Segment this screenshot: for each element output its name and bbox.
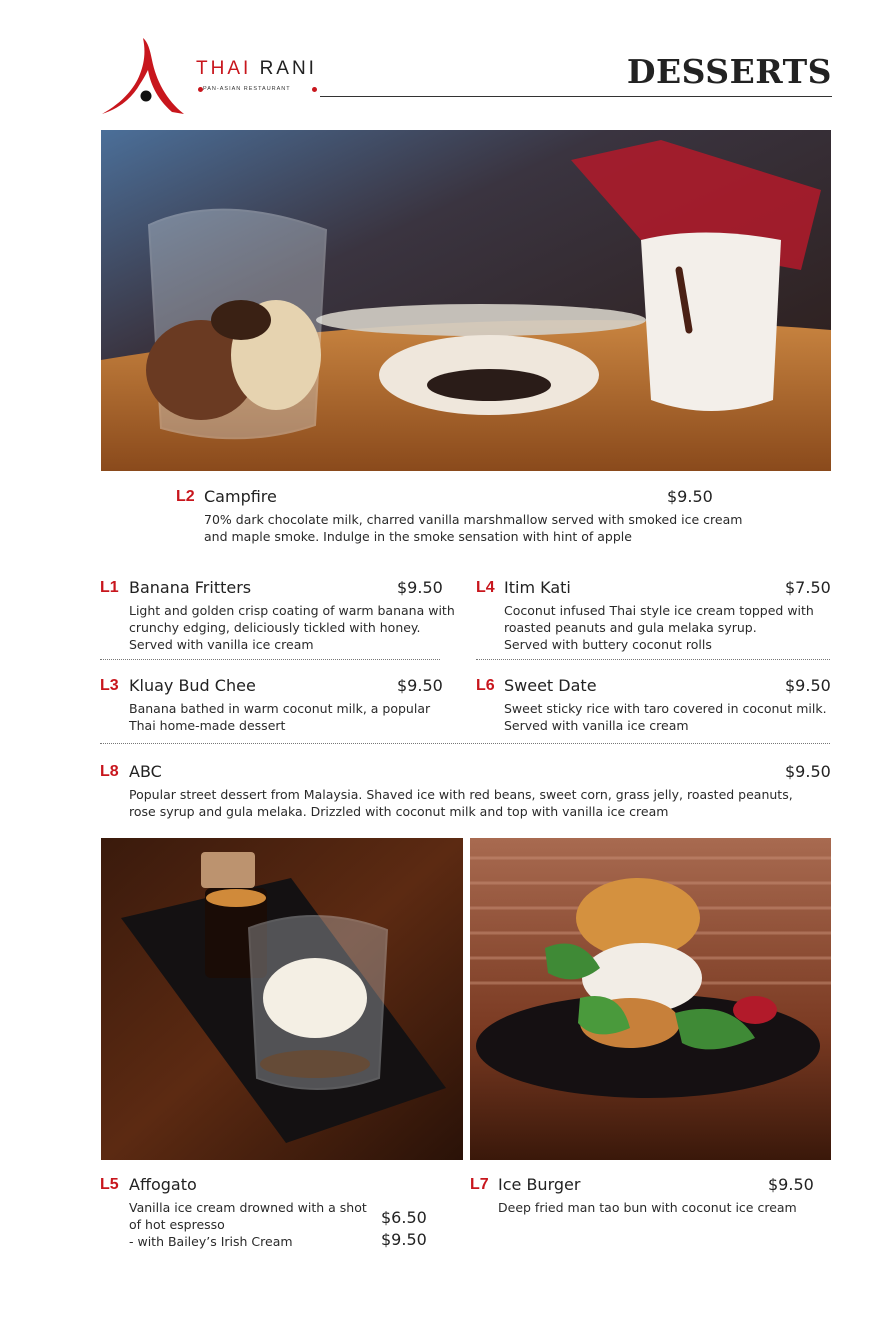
item-price-itim-kati: $7.50 [785, 578, 831, 597]
page-title: DESSERTS [626, 52, 832, 91]
item-desc-ice-burger: Deep fried man tao bun with coconut ice cream [498, 1200, 797, 1215]
item-price-affogato-baileys: $9.50 [381, 1230, 427, 1249]
item-code-l4: L4 [476, 579, 495, 596]
item-price-campfire: $9.50 [667, 487, 713, 506]
item-name-banana-fritters: Banana Fritters [129, 578, 252, 597]
ice-burger-photo [470, 838, 831, 1160]
item-code-l8: L8 [100, 763, 119, 780]
campfire-photo [101, 130, 831, 471]
item-name-itim-kati: Itim Kati [504, 578, 571, 597]
item-desc-kluay-bud-chee: Banana bathed in warm coconut milk, a popular Thai home-made dessert [129, 701, 431, 733]
item-desc-affogato: Vanilla ice cream drowned with a shot of hot espresso - with Bailey’s Irish Cream [129, 1200, 367, 1249]
item-price-abc: $9.50 [785, 762, 831, 781]
divider-right-1 [476, 659, 830, 660]
brand-tagline: PAN-ASIAN RESTAURANT [203, 86, 291, 92]
item-price-banana-fritters: $9.50 [397, 578, 443, 597]
item-desc-itim-kati: Coconut infused Thai style ice cream topped with roasted peanuts and gula melaka syrup. Served with buttery coconut rolls [504, 603, 814, 652]
item-name-ice-burger: Ice Burger [498, 1175, 581, 1194]
item-price-affogato: $6.50 [381, 1208, 427, 1227]
affogato-photo [101, 838, 463, 1160]
item-name-sweet-date: Sweet Date [504, 676, 597, 695]
divider-left-1 [100, 659, 440, 660]
item-price-ice-burger: $9.50 [768, 1175, 814, 1194]
brand-name: THAI RANI [196, 58, 317, 79]
divider-full [100, 743, 830, 744]
item-code-l2: L2 [176, 488, 195, 505]
thai-rani-logo [100, 34, 186, 116]
item-code-l1: L1 [100, 579, 119, 596]
item-desc-abc: Popular street dessert from Malaysia. Shaved ice with red beans, sweet corn, grass jelly, roasted peanuts, rose syrup and gula melaka. Drizzled with coconut milk and top with vanilla ice cream [129, 787, 793, 819]
item-name-campfire: Campfire [204, 487, 277, 506]
item-price-sweet-date: $9.50 [785, 676, 831, 695]
item-name-kluay-bud-chee: Kluay Bud Chee [129, 676, 256, 695]
item-price-kluay-bud-chee: $9.50 [397, 676, 443, 695]
item-desc-banana-fritters: Light and golden crisp coating of warm banana with crunchy edging, deliciously tickled with honey. Served with vanilla ice cream [129, 603, 455, 652]
item-code-l5: L5 [100, 1176, 119, 1193]
item-code-l6: L6 [476, 677, 495, 694]
header-rule [320, 96, 832, 97]
item-name-affogato: Affogato [129, 1175, 197, 1194]
item-desc-campfire: 70% dark chocolate milk, charred vanilla marshmallow served with smoked ice cream and maple smoke. Indulge in the smoke sensation with hint of apple [204, 512, 743, 544]
tagline-dot-right [312, 87, 317, 92]
item-desc-sweet-date: Sweet sticky rice with taro covered in coconut milk. Served with vanilla ice cream [504, 701, 827, 733]
item-name-abc: ABC [129, 762, 162, 781]
item-code-l7: L7 [470, 1176, 489, 1193]
item-code-l3: L3 [100, 677, 119, 694]
